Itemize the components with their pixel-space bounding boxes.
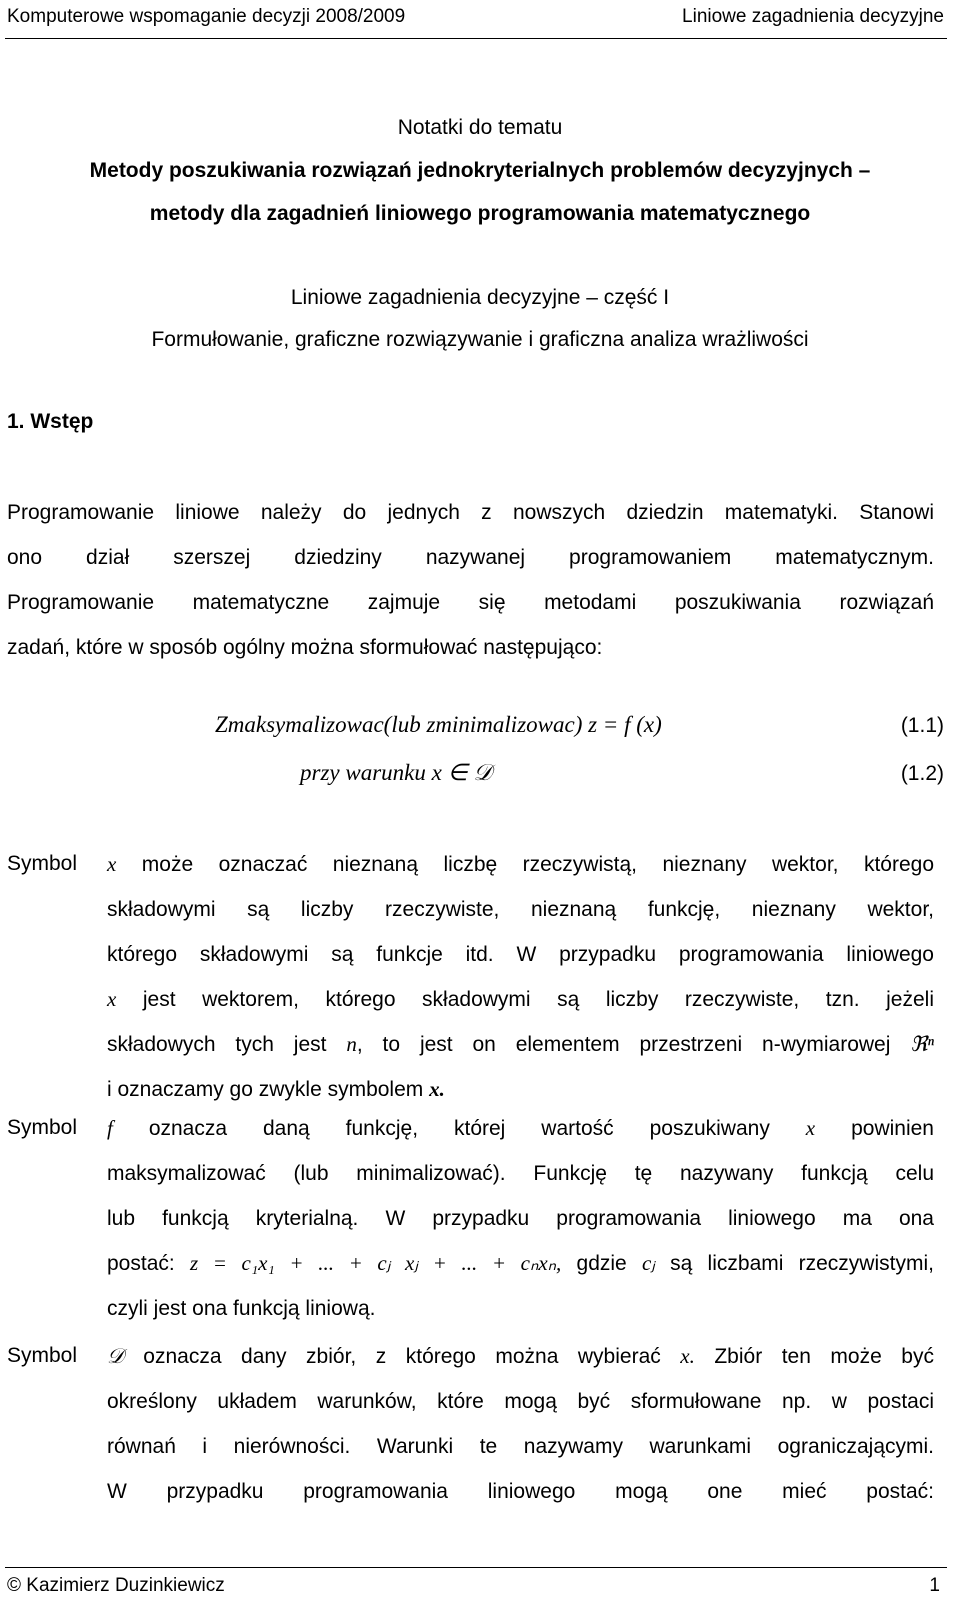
var-x: x <box>805 1116 816 1140</box>
desc-line: maksymalizować (lub minimalizować). Funkcję tę nazywany funkcją celu <box>107 1162 934 1185</box>
objective-formula: z = c₁x₁ + ... + cⱼ xⱼ + ... + cₙxₙ, <box>189 1251 562 1275</box>
equation-objective: Zmaksymalizowac(lub zminimalizowac) z = f (x) <box>215 712 662 737</box>
symbol-label: Symbol <box>7 852 78 875</box>
section-heading: 1. Wstęp <box>7 410 94 433</box>
title-main: Metody poszukiwania rozwiązań jednokryterialnych problemów decyzyjnych – <box>89 159 871 182</box>
desc-line: czyli jest ona funkcją liniową. <box>107 1297 376 1320</box>
symbol-x-description <box>107 842 934 1112</box>
desc-line: składowymi są liczby rzeczywiste, nieznaną funkcję, nieznany wektor, <box>107 898 934 921</box>
var-x: x <box>107 987 117 1011</box>
page-header <box>0 0 960 46</box>
symbol-label: Symbol <box>7 1344 78 1367</box>
footer-author: © Kazimierz Duzinkiewicz <box>7 1575 225 1596</box>
intro-line: zadań, które w sposób ogólny można sformułować następująco: <box>7 636 603 659</box>
var-n: n <box>346 1032 357 1056</box>
desc-line: lub funkcją kryterialną. W przypadku programowania liniowego ma ona <box>107 1207 934 1230</box>
real-space-symbol: ℜⁿ <box>910 1032 934 1056</box>
title-notes: Notatki do tematu <box>397 116 563 139</box>
desc-line: f oznacza daną funkcję, której wartość poszukiwany x powinien <box>107 1116 934 1140</box>
var-d: 𝒟 <box>107 1344 124 1368</box>
var-x: x. <box>680 1344 695 1368</box>
equation-number: (1.2) <box>900 762 944 785</box>
desc-line: 𝒟 oznacza dany zbiór, z którego można wybierać x. Zbiór ten może być <box>107 1344 934 1368</box>
symbol-f-description <box>107 1106 934 1331</box>
footer-divider <box>5 1567 947 1568</box>
equation-constraint: przy warunku x ∈ 𝒟 <box>300 760 492 785</box>
header-divider <box>5 38 947 39</box>
intro-line: Programowanie liniowe należy do jednych z nowszych dziedzin matematyki. Stanowi <box>7 501 934 524</box>
desc-line: określony układem warunków, które mogą być sformułowane np. w postaci <box>107 1390 934 1413</box>
header-course: Komputerowe wspomaganie decyzji 2008/2009 <box>7 6 406 27</box>
intro-line: Programowanie matematyczne zajmuje się metodami poszukiwania rozwiązań <box>7 591 934 614</box>
var-x-bold: x. <box>429 1077 445 1101</box>
desc-line: i oznaczamy go zwykle symbolem x. <box>107 1077 445 1101</box>
desc-line: równań i nierówności. Warunki te nazywamy warunkami ograniczającymi. <box>107 1435 934 1458</box>
desc-line: x może oznaczać nieznaną liczbę rzeczywistą, nieznany wektor, którego <box>107 852 934 876</box>
subtitle-topics: Formułowanie, graficzne rozwiązywanie i graficzna analiza wrażliwości <box>151 328 809 351</box>
symbol-label: Symbol <box>7 1116 78 1139</box>
var-f: f <box>107 1116 113 1140</box>
intro-paragraph <box>7 490 934 670</box>
desc-line: x jest wektorem, którego składowymi są liczby rzeczywiste, tzn. jeżeli <box>107 987 935 1011</box>
intro-line: ono dział szerszej dziedziny nazywanej programowaniem matematycznym. <box>7 546 934 569</box>
header-topic: Liniowe zagadnienia decyzyjne <box>682 6 944 27</box>
subtitle-part: Liniowe zagadnienia decyzyjne – część I <box>290 286 670 309</box>
symbol-d-description <box>107 1334 934 1514</box>
title-main-cont: metody dla zagadnień liniowego programowania matematycznego <box>149 202 811 225</box>
desc-line: składowych tych jest n, to jest on elementem przestrzeni n-wymiarowej ℜⁿ <box>107 1032 934 1056</box>
desc-line: postać: z = c₁x₁ + ... + cⱼ xⱼ + ... + cₙxₙ, gdzie cⱼ są liczbami rzeczywistymi, <box>107 1251 934 1275</box>
var-cj: cⱼ <box>641 1251 655 1275</box>
desc-line: W przypadku programowania liniowego mogą one mieć postać: <box>107 1480 934 1503</box>
equation-number: (1.1) <box>900 714 944 737</box>
var-x: x <box>107 852 117 876</box>
desc-line: którego składowymi są funkcje itd. W przypadku programowania liniowego <box>107 943 934 966</box>
page-number: 1 <box>929 1575 940 1596</box>
